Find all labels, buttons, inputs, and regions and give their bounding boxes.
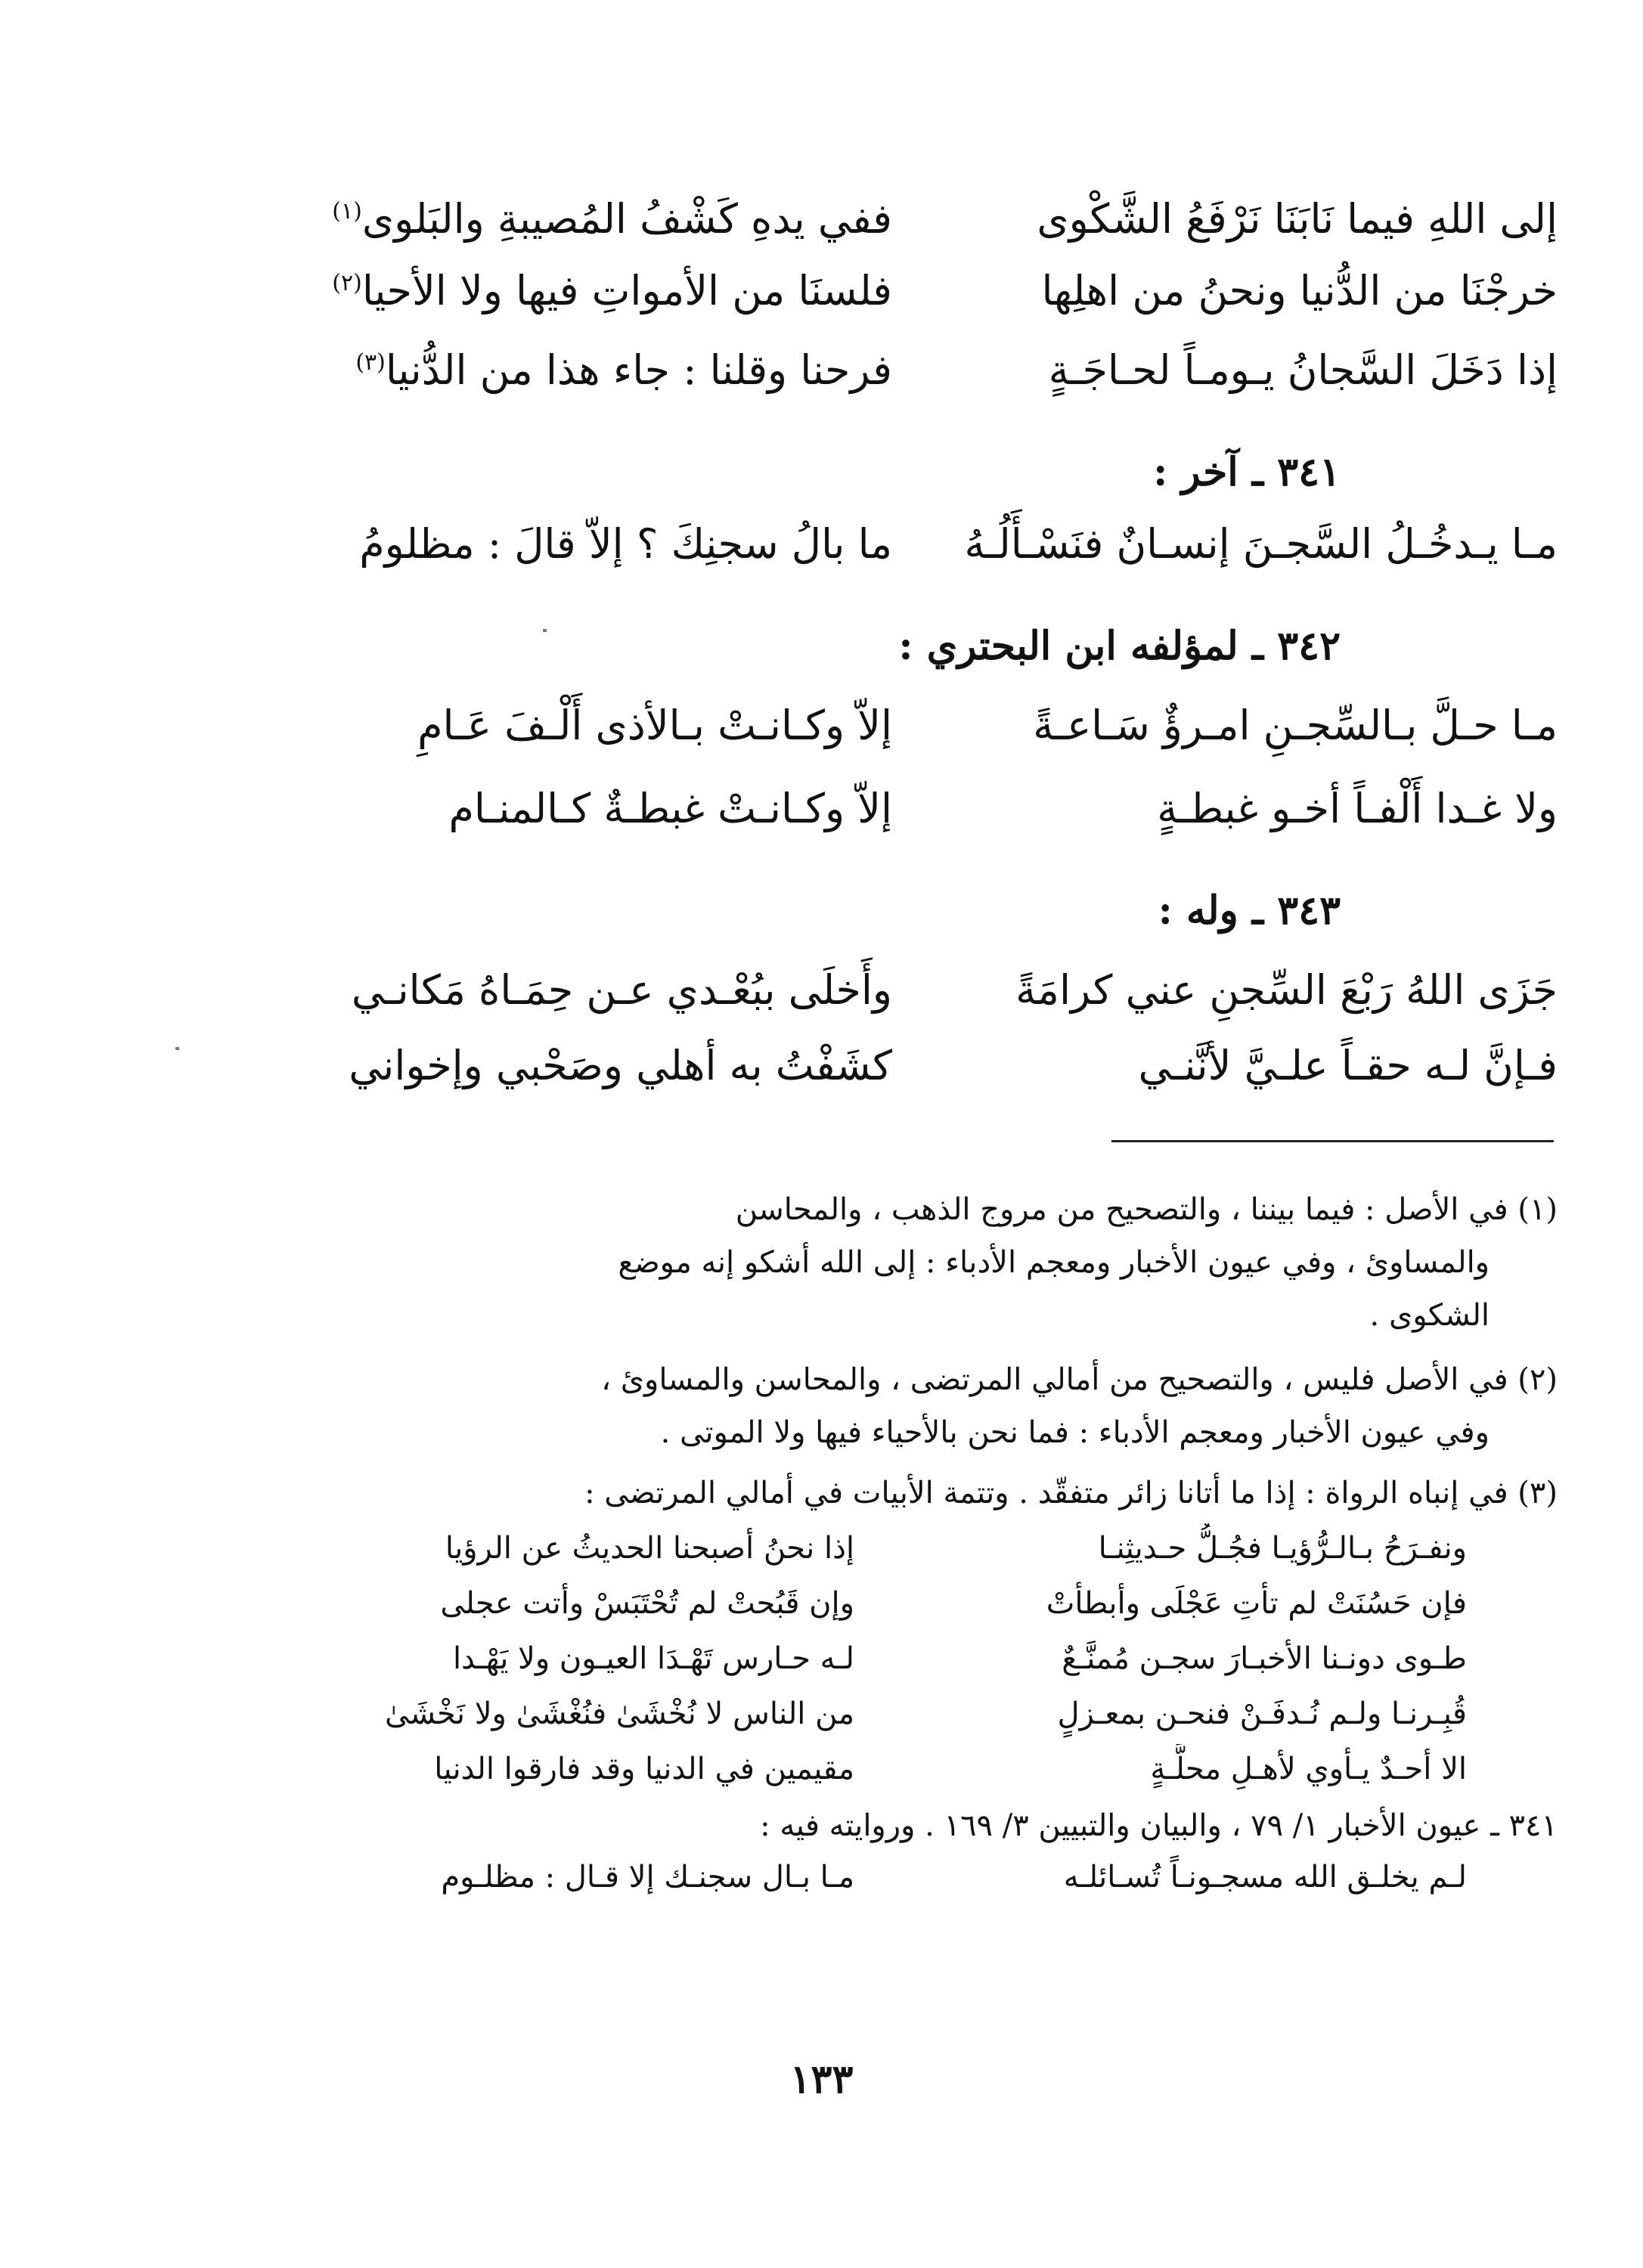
footnote-line: (٣) في إنباه الرواة : إذا ما أتانا زائر متفقّد . وتتمة الأبيات في أمالي المرتضى : (584, 1476, 1558, 1510)
verse-line (280, 507, 1558, 582)
verse-first-hemistich: إلى اللهِ فيما نَابَنَا نَرْفَعُ الشَّكْوى (1037, 195, 1558, 243)
verse-first-hemistich: طـوى دونـنا الأخبـارَ سجـن مُمنَّـعٌ (1062, 1641, 1467, 1676)
verse-second-hemistich: فرحنا وقلنا : جاء هذا من الدُّنيا$^{(٣)}$ (355, 346, 892, 394)
verse-first-hemistich: جَزَى اللهُ رَبْعَ السِّجنِ عني كرامَةً (1015, 966, 1558, 1014)
verse-second-hemistich: ففي يدهِ كَشْفُ المُصيبةِ والبَلوى$^{(١)}$ (332, 195, 892, 243)
verse-first-hemistich: ولا غـدا أَلْفـاً أخـو غبطـةٍ (1157, 785, 1558, 832)
footnote-verse (280, 1744, 1558, 1794)
footnote-verse (280, 1634, 1558, 1684)
footnote-line: ٣٤١ ـ عيون الأخبار ١/ ٧٩ ، والبيان والتبيين ٣/ ١٦٩ . وروايته فيه : (760, 1808, 1558, 1843)
verse-first-hemistich: خرجْنَا من الدُّنيا ونحنُ من اهلِها (1041, 267, 1558, 314)
verse-line (280, 771, 1558, 847)
verse-second-hemistich: لـه حـارس تَهْـدَا العيـون ولا يَهْـدا (452, 1641, 854, 1676)
verse-line (280, 953, 1558, 1028)
verse-second-hemistich: ما بالُ سجنِكَ ؟ إلاّ قالَ : مظلومُ (359, 520, 892, 568)
verse-second-hemistich: كشَفْتُ به أهلي وصَحْبي وإخواني (349, 1042, 892, 1089)
verse-line (280, 253, 1558, 329)
verse-line (280, 181, 1558, 257)
source-note-341 (280, 1799, 1558, 1852)
scan-speck (175, 1047, 179, 1050)
verse-second-hemistich: مـا بـال سجنـك إلا قـال : مظلـوم (441, 1860, 854, 1895)
footnote-verse (280, 1852, 1558, 1902)
footnote-3 (280, 1467, 1558, 1520)
verse-second-hemistich: فلسنَا من الأمواتِ فيها ولا الأحيا$^{(٢)}$ (332, 267, 892, 314)
footnote-2 (280, 1353, 1558, 1459)
verse-second-hemistich: وإن قَبُحتْ لم تُحْتَبَسْ وأتت عجلى (440, 1586, 854, 1621)
verse-second-hemistich: إلاّ وكـانـتْ بـالأذى أَلْـفَ عَـامِ (417, 702, 892, 749)
footnote-line: وفي عيون الأخبار ومعجم الأدباء : فما نحن بالأحياء فيها ولا الموتى . (660, 1415, 1490, 1450)
page-number: ١٣٣ (789, 2056, 854, 2102)
verse-line (280, 688, 1558, 764)
verse-second-hemistich: وأَخلَى ببُعْـدي عـن حِمَـاهُ مَكانـي (351, 966, 892, 1014)
footnote-line: الشكوى . (1369, 1298, 1490, 1333)
verse-first-hemistich: مـا حـلَّ بـالسِّجـنِ امـرؤٌ سَـاعـةً (1033, 702, 1558, 749)
verse-first-hemistich: قُبِـرنـا ولـم نُـدفَـنْ فنحـن بمعـزلٍ (1057, 1696, 1467, 1731)
verse-second-hemistich: إلاّ وكـانـتْ غبطـةٌ كـالمنـام (448, 785, 892, 832)
verse-first-hemistich: فـإنَّ لـه حقـاً علـيَّ لأنَّنـي (1138, 1042, 1558, 1089)
verse-second-hemistich: من الناس لا نُخْشَىٰ فنُغْشَىٰ ولا نَخْشَىٰ (385, 1696, 854, 1731)
section-heading-341: ٣٤١ ـ آخر : (1153, 449, 1341, 495)
verse-first-hemistich: إذا دَخَلَ السَّجانُ يـومـاً لحـاجَـةٍ (1048, 346, 1558, 394)
scan-speck (543, 629, 547, 632)
footnote-marker: (٣) (355, 349, 386, 376)
footnote-verse (280, 1523, 1558, 1573)
verse-line (280, 333, 1558, 408)
footnote-verse (280, 1689, 1558, 1739)
verse-first-hemistich: الا أحـدٌ يـأوي لأهـلِ محلَّـةٍ (1150, 1752, 1467, 1786)
verse-second-hemistich: مقيمين في الدنيا وقد فارقوا الدنيا (434, 1752, 854, 1786)
section-heading-342: ٣٤٢ ـ لمؤلفه ابن البحتري : (898, 623, 1341, 669)
section-heading-343: ٣٤٣ ـ وله : (1158, 888, 1341, 934)
footnote-marker: (١) (332, 198, 362, 225)
footnote-line: (٢) في الأصل فليس ، والتصحيح من أمالي المرتضى ، والمحاسن والمساوئ ، (601, 1362, 1558, 1397)
verse-second-hemistich: إذا نحنُ أصبحنا الحديثُ عن الرؤيا (445, 1531, 854, 1566)
footnote-line: (١) في الأصل : فيما بيننا ، والتصحيح من مروج الذهب ، والمحاسن (735, 1192, 1558, 1227)
footnote-marker: (٢) (332, 270, 362, 296)
footnote-line: والمساوئ ، وفي عيون الأخبار ومعجم الأدباء : إلى الله أشكو إنه موضع (618, 1245, 1490, 1280)
footnote-1 (280, 1183, 1558, 1342)
footnote-separator (1111, 1140, 1554, 1142)
footnote-verse (280, 1579, 1558, 1628)
verse-first-hemistich: مـا يـدخُـلُ السَّجـنَ إنسـانٌ فنَسْـأَلُـهُ (964, 520, 1558, 568)
verse-first-hemistich: لـم يخلـق الله مسجـونـاً تُسـائلـه (1063, 1860, 1467, 1895)
verse-line (280, 1028, 1558, 1104)
verse-first-hemistich: فإن حَسُنَتْ لم تأتِ عَجْلَى وأبطأتْ (1046, 1586, 1467, 1621)
verse-first-hemistich: ونفـرَحُ بـالـرُّؤيـا فجُـلُّ حـديثِنـا (1098, 1531, 1467, 1566)
